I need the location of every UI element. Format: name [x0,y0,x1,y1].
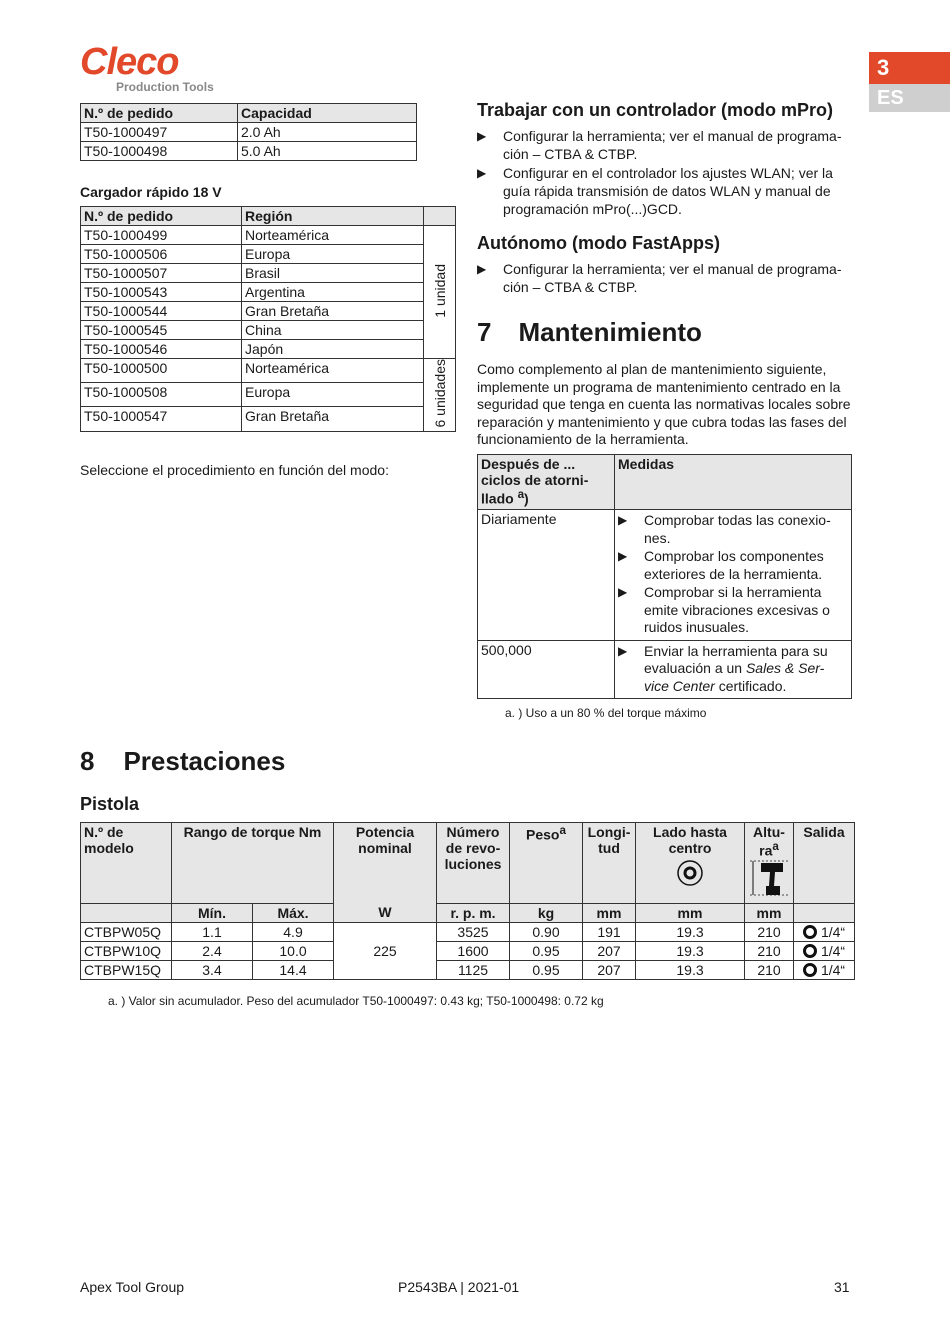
table-cell: Brasil [242,264,424,283]
performance-footnote: a. ) Valor sin acumulador. Peso del acumulador T50-1000497: 0.43 kg; T50-1000498: 0.72 kg [108,994,604,1008]
list-item: ▶ Enviar la herramienta para su evaluación a un Sales & Ser- vice Center certificado. [618,643,848,696]
table-cell: T50-1000499 [81,226,242,245]
table-cell: T50-1000500 [81,359,242,383]
fastapps-section [477,233,852,297]
table-cell: Gran Bretaña [242,407,424,431]
chapter-tab: 3 [869,52,950,84]
table-cell: 1.1 [172,922,253,941]
table-cell: 1125 [437,960,510,979]
unit-min: Mín. [172,903,253,922]
header-side: Lado hasta centro [636,823,745,904]
table-cell: 0.95 [510,941,583,960]
section-title: Prestaciones [123,746,286,776]
unit-weight: kg [510,903,583,922]
header-rev: Número de revo- luciones [437,823,510,904]
hex-drive-icon [803,925,817,939]
charger-table [80,206,456,432]
table-cell: T50-1000546 [81,340,242,359]
table-row [81,960,855,979]
logo-subtitle: Production Tools [116,80,214,94]
qty-group-1 [424,226,456,359]
brand-logo [80,41,214,94]
table-cell: Japón [242,340,424,359]
table-row [478,640,852,699]
charger-header-qty [424,207,456,226]
interval-cell: Diariamente [478,510,615,641]
table-row [81,245,456,264]
performance-heading [80,746,285,777]
table-row [81,302,456,321]
mpro-list [477,127,852,218]
table-cell: T50-1000544 [81,302,242,321]
logo-text: Cleco [80,41,179,83]
table-cell: T50-1000506 [81,245,242,264]
output-cell: 1/4“ [794,941,855,960]
header-weight: Peso$^a$ [510,823,583,904]
maintenance-footnote: a. ) Uso a un 80 % del torque máximo [505,706,707,720]
table-cell: Norteamérica [242,359,424,383]
socket-center-icon [675,858,705,888]
header-power: Potencia nominal [334,823,437,904]
performance-subtitle: Pistola [80,794,140,814]
table-cell: 10.0 [253,941,334,960]
mode-note: Seleccione el procedimiento en función del modo: [80,462,389,478]
list-item: ▶ Comprobar todas las conexio- nes. [618,512,848,547]
maintenance-header-cycles: Después de ... ciclos de atorni- llado $^a$) [478,455,615,510]
table-cell: T50-1000547 [81,407,242,431]
section-title: Mantenimiento [518,317,702,347]
table-cell: China [242,321,424,340]
table-row [81,359,456,383]
table-cell: 210 [745,941,794,960]
section-number: 8 [80,746,95,776]
maintenance-table [477,454,852,699]
qty-group-2 [424,359,456,432]
table-cell: T50-1000508 [81,383,242,407]
unit-max: Máx. [253,903,334,922]
table-row [81,340,456,359]
table-cell: 14.4 [253,960,334,979]
header-torque: Rango de torque Nm [172,823,334,904]
table-row [81,283,456,302]
output-cell: 1/4“ [794,960,855,979]
table-cell: 2.4 [172,941,253,960]
table-row [81,123,417,142]
unit-length: mm [583,903,636,922]
fastapps-list [477,260,852,296]
table-cell: Gran Bretaña [242,302,424,321]
header-output: Salida [794,823,855,904]
table-cell: 3.4 [172,960,253,979]
table-cell: 207 [583,941,636,960]
table-row [81,941,855,960]
table-cell: 0.95 [510,960,583,979]
table-cell: 3525 [437,922,510,941]
table-row [81,922,855,941]
table-cell: 4.9 [253,922,334,941]
table-row [81,226,456,245]
model-cell: CTBPW10Q [81,941,172,960]
section-number: 7 [477,317,492,347]
qty-label: 1 unidad [431,263,448,318]
header-model: N.º de modelo [81,823,172,904]
table-cell: Europa [242,383,424,407]
table-row [81,321,456,340]
battery-header-order: N.º de pedido [81,104,238,123]
table-row [81,264,456,283]
table-row [81,142,417,161]
table-row [478,510,852,641]
page-number: 31 [834,1279,850,1295]
maintenance-intro: Como complemento al plan de mantenimiento siguiente, implemente un programa de mantenimiento centrado en la seguridad que tenga en cuenta las normativas locales sobre reparación y mantenimiento y que cubra todas las fases del funcionamiento de la herramienta. [477,361,851,447]
table-cell: 191 [583,922,636,941]
table-cell: T50-1000497 [81,123,238,142]
unit-rpm: r. p. m. [437,903,510,922]
measures-cell [615,510,852,641]
battery-header-capacity: Capacidad [238,104,417,123]
measures-cell [615,640,852,699]
unit-side: mm [636,903,745,922]
mpro-section [477,100,852,219]
qty-label: 6 unidades [431,359,448,428]
language-tab: ES [869,84,950,112]
charger-header-region: Región [242,207,424,226]
charger-header-order: N.º de pedido [81,207,242,226]
list-item: ▶ Comprobar los componentes exteriores de la herramienta. [618,548,848,583]
table-cell: 19.3 [636,941,745,960]
table-row [81,407,456,431]
table-cell: 1600 [437,941,510,960]
list-item: ▶ Configurar la herramienta; ver el manual de programa- ción – CTBA & CTBP. [477,127,852,163]
table-cell: T50-1000543 [81,283,242,302]
maintenance-heading [477,317,852,348]
charger-title: Cargador rápido 18 V [80,184,222,200]
list-item: ▶ Comprobar si la herramienta emite vibraciones excesivas o ruidos inusuales. [618,584,848,637]
mpro-title: Trabajar con un controlador (modo mPro) [477,100,834,120]
table-cell: 210 [745,922,794,941]
hex-drive-icon [803,944,817,958]
pistol-tool-icon [749,859,789,899]
table-cell: Norteamérica [242,226,424,245]
table-cell: Europa [242,245,424,264]
table-cell: T50-1000498 [81,142,238,161]
table-cell: 19.3 [636,922,745,941]
table-cell: T50-1000545 [81,321,242,340]
footer-company: Apex Tool Group [80,1279,185,1295]
table-cell: 0.90 [510,922,583,941]
unit-power: W [334,903,437,922]
performance-table [80,822,855,980]
table-row [81,383,456,407]
list-item: ▶ Configurar en el controlador los ajustes WLAN; ver la guía rápida transmisión de datos WLAN y manual de programación mPro(...)GCD. [477,164,852,218]
table-cell: 210 [745,960,794,979]
header-height: Altu- $ra^a$ [745,823,794,904]
table-cell: 207 [583,960,636,979]
header-length: Longi- tud [583,823,636,904]
table-cell: T50-1000507 [81,264,242,283]
footer-docid: P2543BA | 2021-01 [398,1279,520,1295]
interval-cell: 500,000 [478,640,615,699]
maintenance-header-measures: Medidas [615,455,852,510]
list-item: ▶ Configurar la herramienta; ver el manual de programa- ción – CTBA & CTBP. [477,260,852,296]
battery-table [80,103,417,161]
table-cell: 2.0 Ah [238,123,417,142]
hex-drive-icon [803,963,817,977]
model-cell: CTBPW15Q [81,960,172,979]
table-cell: 5.0 Ah [238,142,417,161]
model-cell: CTBPW05Q [81,922,172,941]
table-cell: Argentina [242,283,424,302]
fastapps-title: Autónomo (modo FastApps) [477,233,720,253]
output-cell: 1/4“ [794,922,855,941]
table-cell: 19.3 [636,960,745,979]
unit-height: mm [745,903,794,922]
power-cell: 225 [334,922,437,979]
